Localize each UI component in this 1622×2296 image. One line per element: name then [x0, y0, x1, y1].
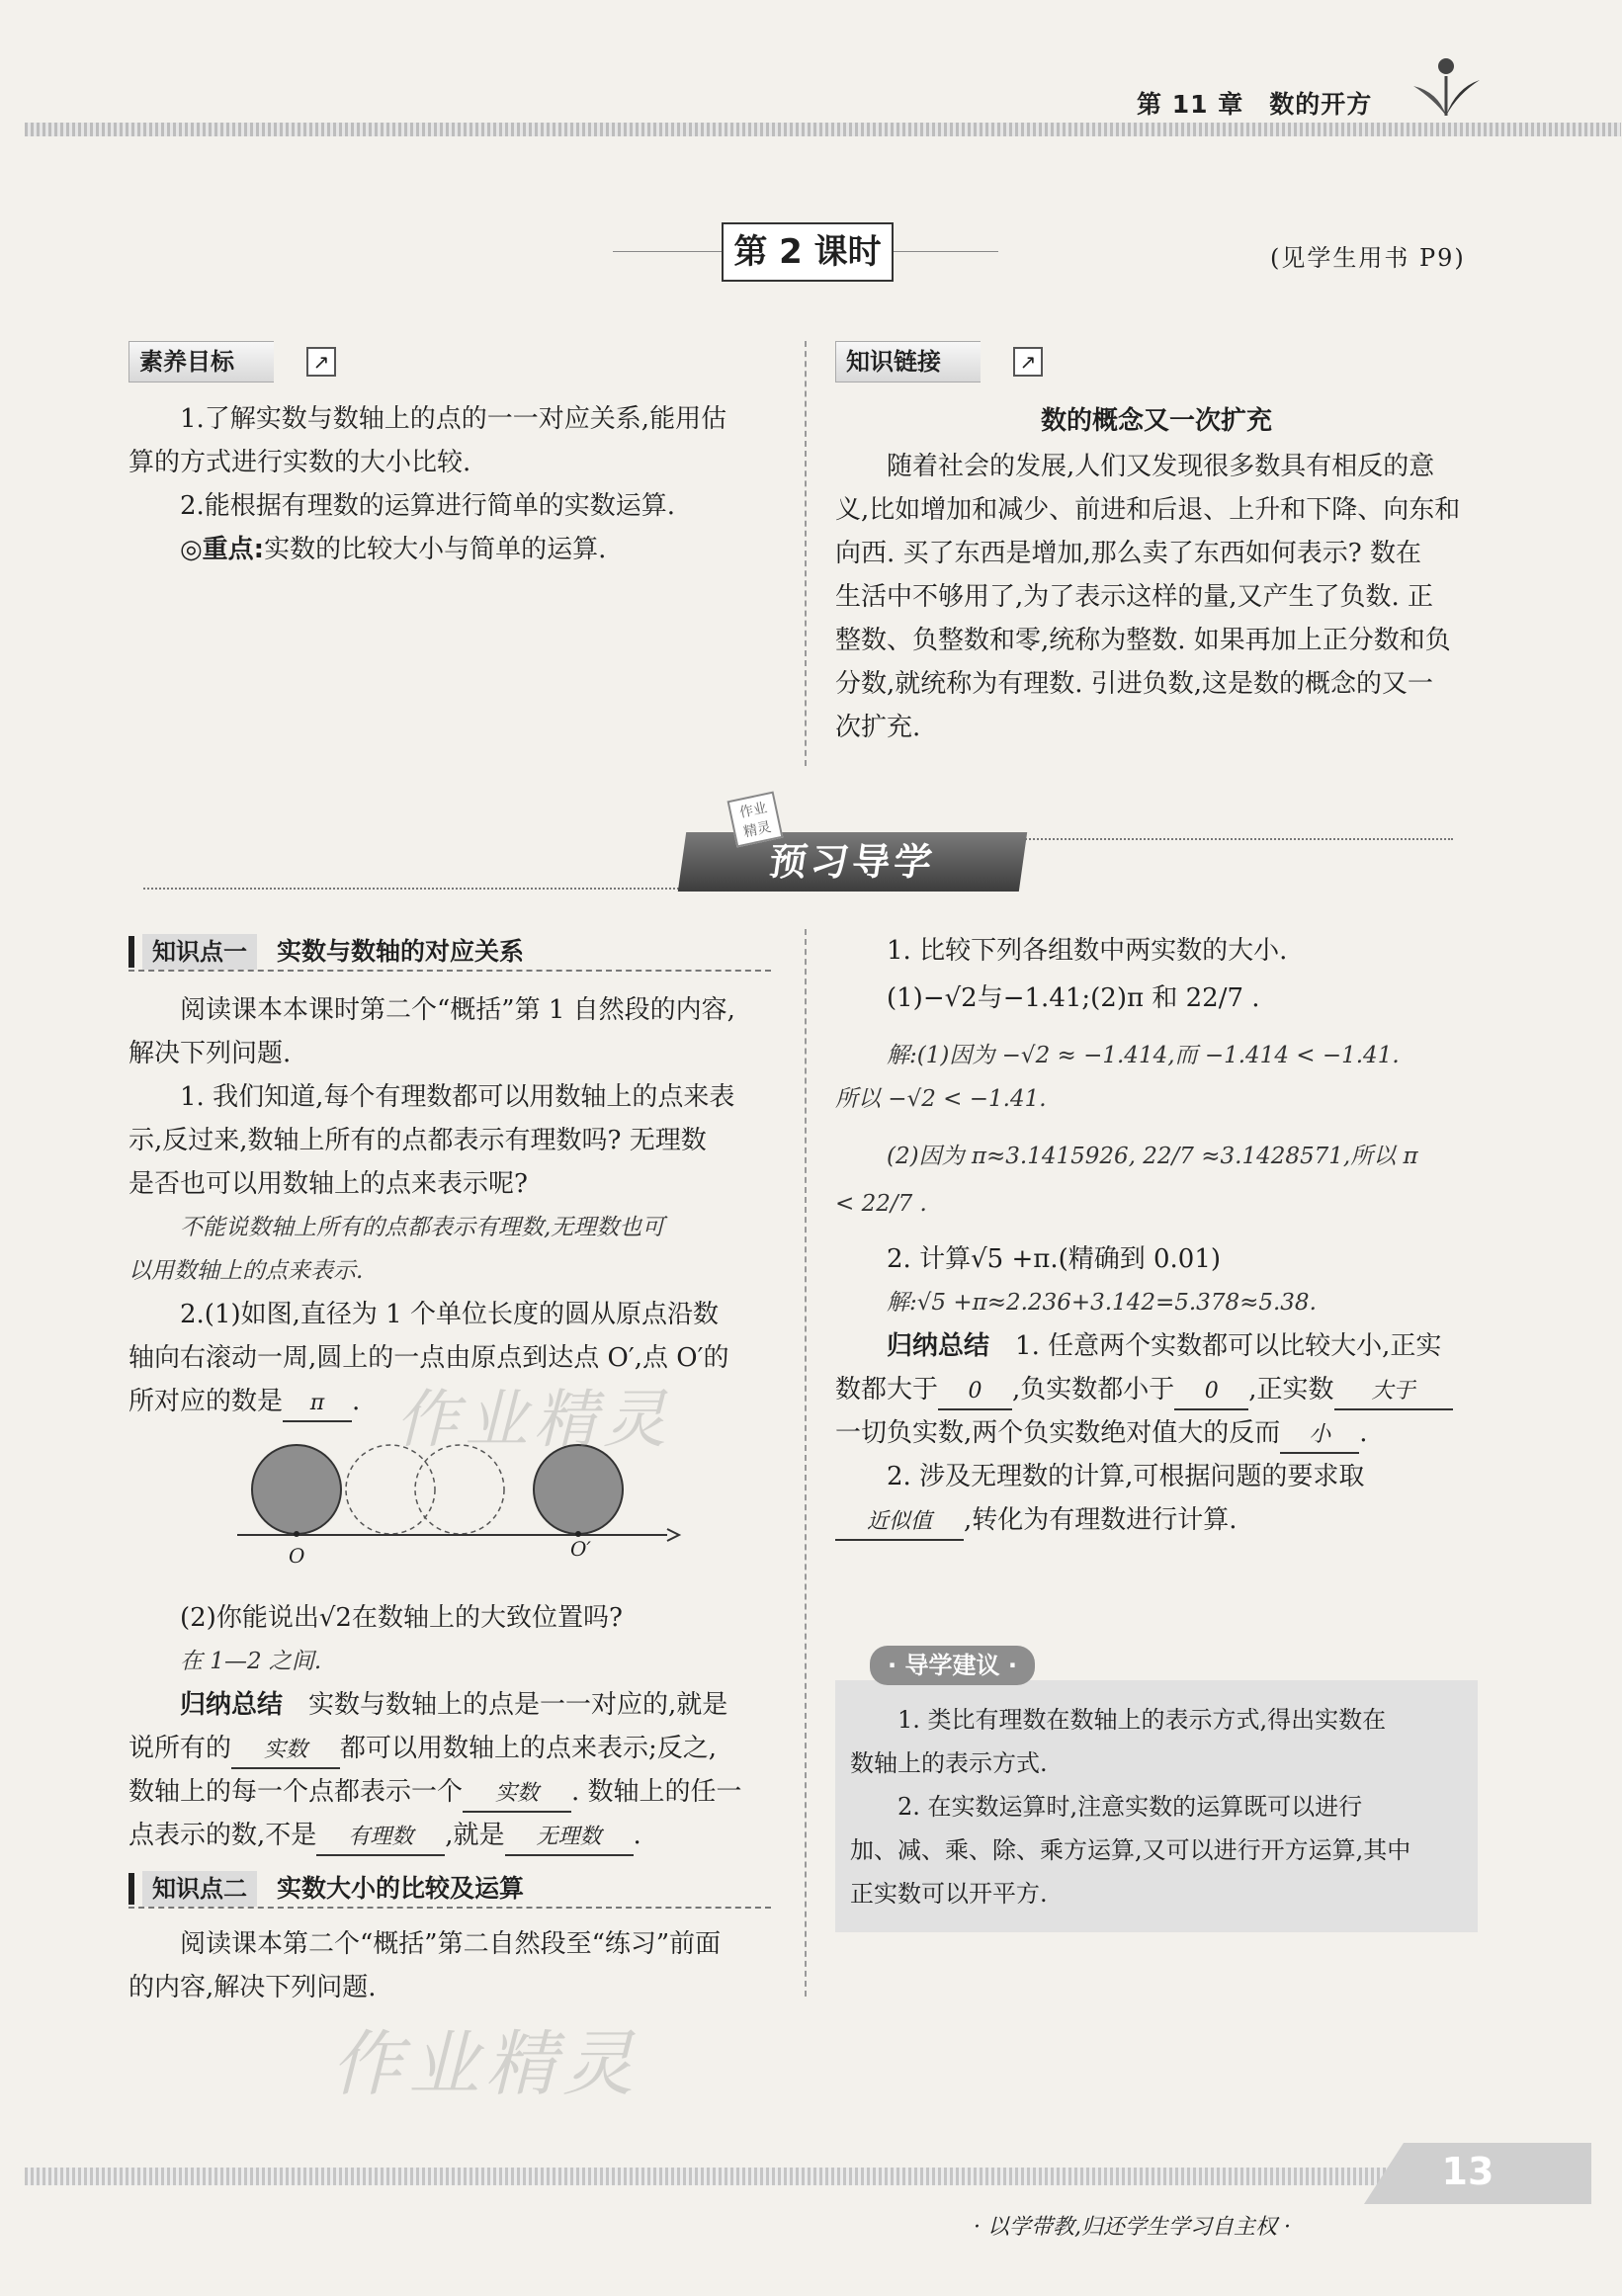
answer-blank[interactable] — [231, 1732, 340, 1769]
summary-line — [128, 1770, 781, 1814]
solution-line: 解:(1)因为 −√2 ≈ −1.414,而 −1.414 < −1.41. — [887, 1043, 1400, 1068]
text-line: 阅读课本本课时第二个“概括”第 1 自然段的内容, — [180, 995, 735, 1025]
knowledge-link-body — [835, 445, 1488, 749]
text-line: 示,反过来,数轴上所有的点都表示有理数吗? 无理数 — [128, 1126, 707, 1155]
question-1: 1. 比较下列各组数中两实数的大小. — [887, 936, 1288, 966]
text-line: 随着社会的发展,人们又发现很多数具有相反的意 — [887, 452, 1435, 481]
answer-value: π — [309, 1391, 325, 1415]
kp-bar — [128, 936, 134, 968]
summary-line — [835, 1498, 1488, 1542]
knowledge-link-tag — [835, 341, 1053, 381]
text-line: (2)你能说出√2在数轴上的大致位置吗? — [180, 1603, 623, 1633]
kp1-body — [128, 988, 781, 1423]
text-fragment: . — [633, 1821, 641, 1850]
watermark: 作业精灵 — [331, 2022, 640, 2105]
watermark: 作业精灵 — [395, 1384, 672, 1457]
book-reference: (见学生用书 P9) — [1270, 244, 1466, 272]
leaf-logo-icon — [1409, 54, 1483, 128]
answer-value: 实数 — [264, 1738, 308, 1762]
summary-line — [128, 1727, 781, 1770]
text-fragment: 所对应的数是 — [128, 1387, 284, 1416]
text-line: 生活中不够用了,为了表示这样的量,又产生了负数. 正 — [835, 582, 1434, 612]
answer-value: 无理数 — [536, 1825, 602, 1849]
text-fragment: ,就是 — [445, 1821, 505, 1850]
advice-line: 1. 类比有理数在数轴上的表示方式,得出实数在 — [897, 1706, 1387, 1734]
start-circle — [252, 1445, 341, 1534]
axis-arrow — [667, 1529, 679, 1541]
text-line: 解决下列问题. — [128, 1039, 292, 1068]
lesson-title: 第 2 课时 — [722, 222, 894, 282]
answer-blank[interactable] — [505, 1819, 634, 1856]
advice-body — [850, 1698, 1483, 1915]
kp2-header — [128, 1871, 771, 1909]
origin-label: O — [289, 1544, 305, 1568]
summary-line — [835, 1368, 1488, 1411]
text-fragment: 数轴上的每一个点都表示一个 — [128, 1777, 464, 1807]
answer-blank[interactable] — [938, 1373, 1012, 1410]
header-band — [25, 123, 1621, 136]
solution-line: 解:√5 +π≈2.236+3.142=5.378≈5.38. — [887, 1290, 1317, 1316]
summary-label: 归纳总结 — [180, 1690, 284, 1720]
text-fragment: . — [1359, 1418, 1368, 1448]
goals-body — [128, 397, 781, 571]
text-line: 1. 我们知道,每个有理数都可以用数轴上的点来表 — [180, 1082, 735, 1112]
answer-blank[interactable] — [1174, 1373, 1248, 1410]
summary-line: 2. 涉及无理数的计算,可根据问题的要求取 — [887, 1462, 1365, 1491]
text-fragment: . 数轴上的任一 — [571, 1777, 742, 1807]
kp1-name: 知识点一 — [142, 934, 257, 970]
goal-line: 1.了解实数与数轴上的点的一一对应关系,能用估 — [180, 404, 727, 434]
text-fragment: 1. 任意两个实数都可以比较大小,正实 — [1015, 1331, 1442, 1361]
advice-line: 数轴上的表示方式. — [850, 1749, 1048, 1777]
text-line: 是否也可以用数轴上的点来表示呢? — [128, 1169, 528, 1199]
answer-value: 有理数 — [348, 1825, 414, 1849]
right-column-body — [835, 929, 1488, 1542]
text-line: 分数,就统称为有理数. 引进负数,这是数的概念的又一 — [835, 669, 1434, 699]
kp1-body-2 — [128, 1596, 781, 1857]
kp1-title: 实数与数轴的对应关系 — [277, 937, 525, 966]
goal-line: 2.能根据有理数的运算进行简单的实数运算. — [180, 491, 676, 521]
solution-line: 所以 −√2 < −1.41. — [835, 1086, 1047, 1112]
summary-line — [835, 1411, 1488, 1455]
goals-tag-label: 素养目标 — [128, 341, 274, 383]
text-line: 轴向右滚动一周,圆上的一点由原点到达点 O′,点 O′的 — [128, 1343, 729, 1373]
goal-line: 算的方式进行实数的大小比较. — [128, 448, 471, 477]
knowledge-link-tag-label: 知识链接 — [835, 341, 981, 383]
solution-line: < 22/7 . — [835, 1191, 927, 1217]
question-1-parts: (1)−√2与−1.41;(2)π 和 22/7 . — [887, 983, 1260, 1013]
text-fragment: 数都大于 — [835, 1375, 939, 1404]
answer-line: 以用数轴上的点来表示. — [128, 1258, 364, 1284]
section-rule-left — [143, 888, 687, 890]
kp-bar — [128, 1873, 134, 1905]
stamp-logo: 作业 精灵 — [727, 792, 784, 848]
answer-value: 近似值 — [866, 1509, 932, 1534]
arrow-icon: ↗ — [1013, 347, 1043, 377]
kp2-name: 知识点二 — [142, 1871, 257, 1907]
text-fragment: 点表示的数,不是 — [128, 1821, 317, 1850]
answer-blank[interactable] — [1334, 1373, 1453, 1410]
column-divider — [805, 929, 807, 1997]
advice-line: 正实数可以开平方. — [850, 1880, 1048, 1908]
column-divider — [805, 341, 807, 766]
text-line: 的内容,解决下列问题. — [128, 1973, 377, 2002]
text-line: 义,比如增加和减少、前进和后退、上升和下降、向东和 — [835, 495, 1461, 525]
section-banner: 预习导学 — [678, 832, 1027, 892]
solution-line: (2)因为 π≈3.1415926, 22/7 ≈3.1428571,所以 π — [887, 1144, 1418, 1169]
advice-line: 加、减、乘、除、乘方运算,又可以进行开方运算,其中 — [850, 1836, 1411, 1864]
chapter-title: 第 11 章 数的开方 — [1137, 90, 1373, 119]
page-number: 13 — [1441, 2150, 1494, 2193]
text-line: 向西. 买了东西是增加,那么卖了东西如何表示? 数在 — [835, 539, 1421, 568]
answer-value: 0 — [1204, 1379, 1219, 1403]
answer-value: 大于 — [1371, 1379, 1415, 1403]
summary-line — [128, 1814, 781, 1857]
footer-slogan: · 以学带教,归还学生学习自主权 · — [974, 2215, 1291, 2240]
answer-blank[interactable] — [1280, 1416, 1359, 1454]
answer-blank[interactable] — [463, 1775, 571, 1813]
text-line: 2.(1)如图,直径为 1 个单位长度的圆从原点沿数 — [180, 1300, 719, 1329]
knowledge-link-title: 数的概念又一次扩充 — [1040, 406, 1272, 436]
goals-tag — [128, 341, 346, 381]
kp2-title: 实数大小的比较及运算 — [277, 1874, 525, 1903]
footer-band — [25, 2168, 1389, 2185]
key-text: 实数的比较大小与简单的运算. — [264, 535, 607, 564]
advice-tag: · 导学建议 · — [870, 1646, 1035, 1685]
arrow-icon: ↗ — [306, 347, 336, 377]
summary-line — [835, 1324, 1488, 1368]
text-fragment: 说所有的 — [128, 1734, 232, 1763]
text-fragment: ,正实数 — [1248, 1375, 1334, 1404]
text-line: 所对应的数是 π . — [128, 1380, 781, 1423]
end-label: O′ — [570, 1537, 591, 1561]
answer-blank[interactable] — [316, 1819, 445, 1856]
question-2: 2. 计算√5 +π.(精确到 0.01) — [887, 1244, 1222, 1274]
text-line: 次扩充. — [835, 713, 921, 742]
advice-line: 2. 在实数运算时,注意实数的运算既可以进行 — [897, 1793, 1363, 1821]
kp1-header — [128, 934, 771, 972]
text-line: 整数、负整数和零,统称为整数. 如果再加上正分数和负 — [835, 626, 1451, 655]
answer-value: 0 — [968, 1379, 982, 1403]
answer-line: 在 1—2 之间. — [180, 1649, 322, 1674]
answer-blank[interactable] — [283, 1385, 352, 1422]
text-fragment: 实数与数轴上的点是一一对应的,就是 — [308, 1690, 728, 1720]
text-line: 阅读课本第二个“概括”第二自然段至“练习”前面 — [180, 1929, 722, 1959]
section-rule-right — [1018, 838, 1453, 840]
key-label: ◎重点: — [180, 535, 265, 564]
text-fragment: ,转化为有理数进行计算. — [964, 1505, 1238, 1535]
text-fragment: 都可以用数轴上的点来表示;反之, — [340, 1734, 718, 1763]
text-fragment: 一切负实数,两个负实数绝对值大的反而 — [835, 1418, 1281, 1448]
summary-line — [128, 1683, 781, 1727]
text-fragment: ,负实数都小于 — [1012, 1375, 1175, 1404]
summary-label: 归纳总结 — [887, 1331, 990, 1361]
answer-value: 实数 — [495, 1781, 540, 1806]
key-point — [128, 528, 781, 571]
answer-line: 不能说数轴上所有的点都表示有理数,无理数也可 — [180, 1215, 665, 1240]
origin-point — [294, 1531, 299, 1537]
answer-blank[interactable] — [835, 1503, 964, 1541]
answer-value: 小 — [1309, 1422, 1331, 1447]
kp2-body — [128, 1922, 781, 2009]
